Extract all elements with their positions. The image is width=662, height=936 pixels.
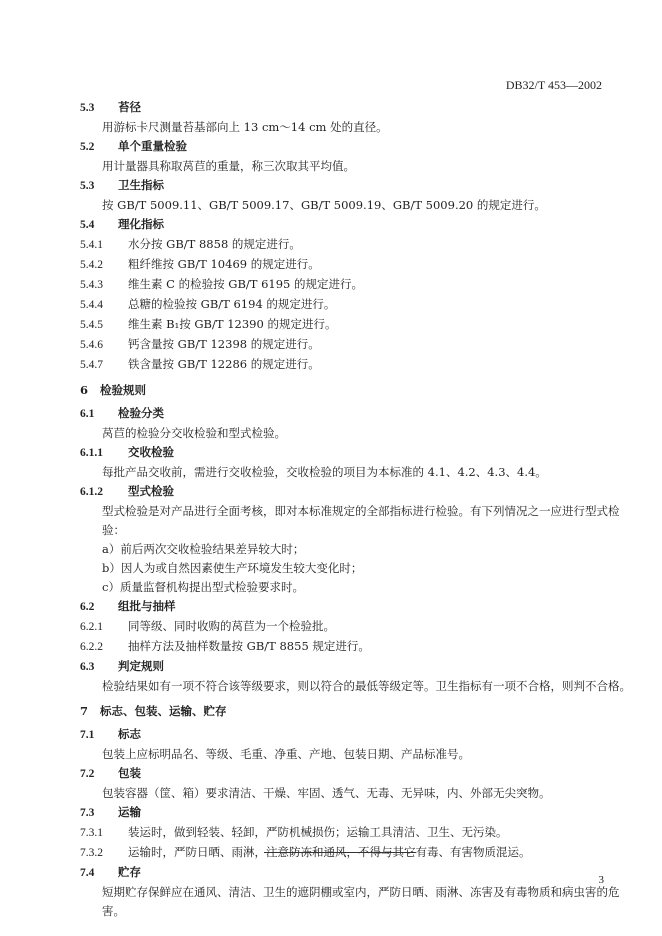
clause-item <box>80 335 620 355</box>
section-heading <box>80 597 620 617</box>
section-heading <box>80 803 620 823</box>
heading-title: 单个重量检验 <box>118 139 187 153</box>
clause-item <box>80 637 620 657</box>
heading-number: 5.4 <box>80 219 95 231</box>
heading-title: 包装 <box>118 766 141 780</box>
clause-item <box>80 617 620 637</box>
document-body <box>80 98 631 921</box>
clause-number: 5.4.6 <box>80 339 103 351</box>
heading-number: 6.3 <box>80 661 95 673</box>
heading-number: 7.3 <box>80 807 95 819</box>
paragraph: 型式检验是对产品进行全面考核，即对本标准规定的全部指标进行检验。有下列情况之一应进行型式检验： <box>102 504 620 537</box>
clause-text: 维生素 C 的检验按 GB/T 6195 的规定进行。 <box>128 277 364 291</box>
paragraph: 短期贮存保鲜应在通风、清洁、卫生的遮阴棚或室内，严防日晒、雨淋、冻害及有毒物质和病虫害的危害。 <box>102 885 620 918</box>
clause-item <box>80 255 620 275</box>
clause-number: 5.4.7 <box>80 359 103 371</box>
heading-title: 卫生指标 <box>118 178 164 192</box>
heading-number: 6.1 <box>80 408 95 420</box>
page-number: 3 <box>598 874 604 886</box>
clause-text: 装运时，做到轻装、轻卸，严防机械损伤；运输工具清洁、卫生、无污染。 <box>128 825 508 839</box>
heading-title: 检验分类 <box>118 406 164 420</box>
heading-number: 5.3 <box>80 102 95 114</box>
clause-text: 抽样方法及抽样数量按 GB/T 8855 规定进行。 <box>128 639 370 653</box>
clause-number: 6.2.1 <box>80 621 103 633</box>
paragraph: 检验结果如有一项不符合该等级要求，则以符合的最低等级定等。卫生指标有一项不合格，则判不合格。 <box>102 679 631 693</box>
heading-title: 判定规则 <box>118 659 164 673</box>
heading-number: 6.1.1 <box>80 447 103 459</box>
heading-number: 6.2 <box>80 601 95 613</box>
paragraph: 莴苣的检验分交收检验和型式检验。 <box>102 426 286 440</box>
clause-number: 5.4.5 <box>80 319 103 331</box>
paragraph: 按 GB/T 5009.11、GB/T 5009.17、GB/T 5009.19、GB/T 5009.20 的规定进行。 <box>102 198 546 212</box>
heading-title: 苔径 <box>118 100 141 114</box>
heading-title: 交收检验 <box>128 445 174 459</box>
paragraph: 每批产品交收前，需进行交收检验，交收检验的项目为本标准的 4.1、4.2、4.3、4.4。 <box>102 465 547 479</box>
clause-text: 维生素 B₁按 GB/T 12390 的规定进行。 <box>128 317 337 331</box>
heading-title: 标志 <box>118 727 141 741</box>
heading-number: 7 <box>80 704 89 718</box>
heading-number: 5.3 <box>80 180 95 192</box>
heading-title: 标志、包装、运输、贮存 <box>100 704 227 718</box>
list-item: a）前后两次交收检验结果差异较大时； <box>102 542 305 556</box>
chapter-heading <box>80 381 620 400</box>
section-heading <box>80 443 620 463</box>
clause-text: 水分按 GB/T 8858 的规定进行。 <box>128 237 301 251</box>
heading-number: 5.2 <box>80 141 95 153</box>
section-heading <box>80 657 620 677</box>
heading-number: 6.1.2 <box>80 486 103 498</box>
section-heading <box>80 725 620 745</box>
clause-number: 5.4.4 <box>80 299 103 311</box>
heading-title: 贮存 <box>118 865 141 879</box>
heading-number: 6 <box>80 383 89 397</box>
list-item: c）质量监督机构提出型式检验要求时。 <box>102 580 304 594</box>
heading-title: 型式检验 <box>128 484 174 498</box>
section-heading <box>80 215 620 235</box>
clause-text: 铁含量按 GB/T 12286 的规定进行。 <box>128 357 320 371</box>
heading-title: 运输 <box>118 805 141 819</box>
paragraph: 包装容器（筐、箱）要求清洁、干燥、牢固、透气、无毒、无异味，内、外部无尖突物。 <box>102 786 551 800</box>
clause-item <box>80 315 620 335</box>
end-divider <box>264 852 416 853</box>
document-code: DB32/T 453—2002 <box>505 78 602 92</box>
heading-title: 组批与抽样 <box>118 599 176 613</box>
section-heading <box>80 137 620 157</box>
heading-number: 7.4 <box>80 867 95 879</box>
heading-title: 检验规则 <box>100 383 146 397</box>
section-heading <box>80 404 620 424</box>
clause-text: 同等级、同时收购的莴苣为一个检验批。 <box>128 619 335 633</box>
heading-title: 理化指标 <box>118 217 164 231</box>
section-heading <box>80 176 620 196</box>
clause-number: 5.4.2 <box>80 259 103 271</box>
clause-item <box>80 823 620 843</box>
clause-text: 总糖的检验按 GB/T 6194 的规定进行。 <box>128 297 336 311</box>
clause-text: 运输时，严防日晒、雨淋，注意防冻和通风，不得与其它有毒、有害物质混运。 <box>128 845 531 859</box>
section-heading <box>80 764 620 784</box>
section-heading <box>80 98 620 118</box>
chapter-heading <box>80 702 620 721</box>
paragraph: 包装上应标明品名、等级、毛重、净重、产地、包装日期、产品标准号。 <box>102 747 470 761</box>
clause-text: 钙含量按 GB/T 12398 的规定进行。 <box>128 337 320 351</box>
section-heading <box>80 863 620 883</box>
clause-text: 粗纤维按 GB/T 10469 的规定进行。 <box>128 257 320 271</box>
clause-item <box>80 355 620 375</box>
clause-item <box>80 843 620 863</box>
clause-number: 7.3.1 <box>80 827 103 839</box>
clause-item <box>80 235 620 255</box>
clause-number: 7.3.2 <box>80 847 103 859</box>
clause-number: 6.2.2 <box>80 641 103 653</box>
paragraph: 用计量器具称取莴苣的重量，称三次取其平均值。 <box>102 159 355 173</box>
section-heading <box>80 482 620 502</box>
clause-number: 5.4.3 <box>80 279 103 291</box>
clause-item <box>80 295 620 315</box>
list-item: b）因人为或自然因素使生产环境发生较大变化时； <box>102 561 363 575</box>
heading-number: 7.2 <box>80 768 95 780</box>
heading-number: 7.1 <box>80 729 95 741</box>
clause-item <box>80 275 620 295</box>
clause-number: 5.4.1 <box>80 239 103 251</box>
paragraph: 用游标卡尺测量苔基部向上 13 cm～14 cm 处的直径。 <box>102 120 388 134</box>
